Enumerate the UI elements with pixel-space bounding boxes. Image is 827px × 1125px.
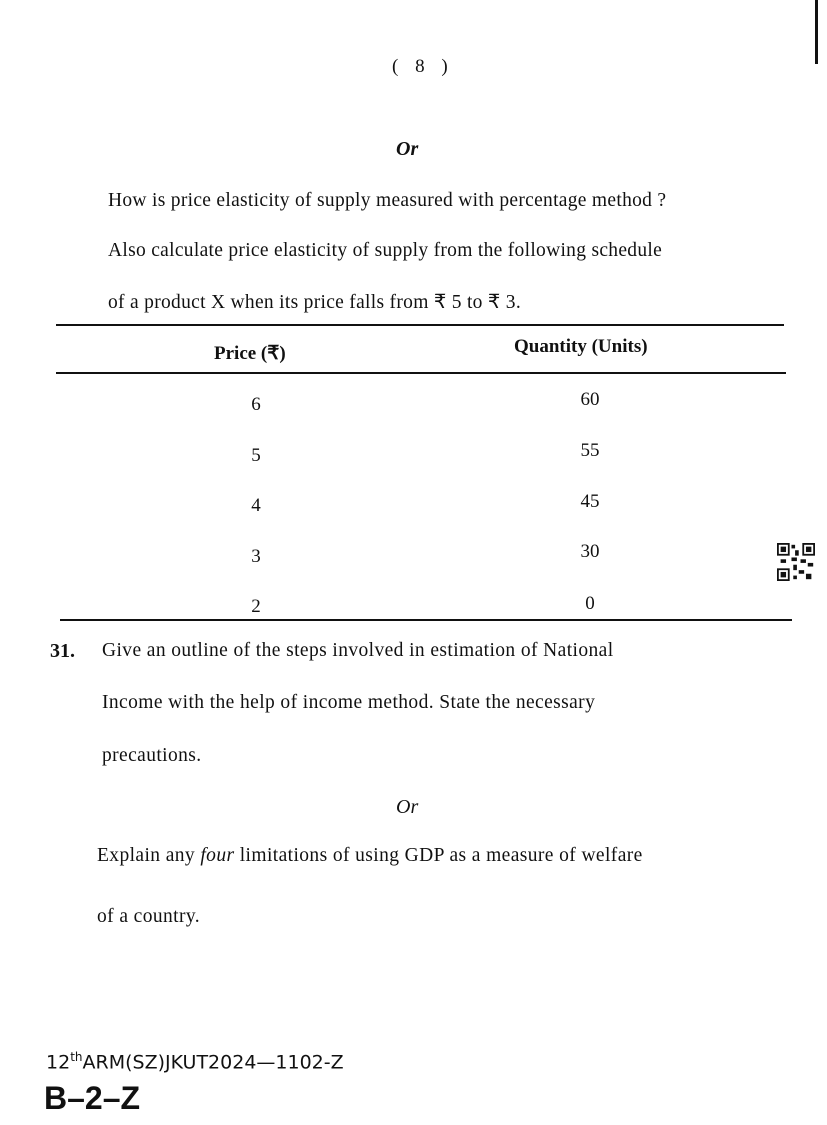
cell-quantity: 0: [585, 593, 595, 614]
table-bottom-rule: [60, 619, 792, 621]
alternative-question-line-1: [97, 845, 643, 867]
alternative-question-line-2: of a country.: [97, 906, 201, 927]
code-sup: th: [70, 1050, 83, 1064]
cell-price: 2: [251, 596, 261, 617]
emphasis-four: four: [200, 845, 235, 866]
question-text-line-2: Income with the help of income method. State the necessary: [102, 692, 596, 713]
question-number: 31.: [50, 640, 75, 662]
question-text-line-1: How is price elasticity of supply measured with percentage method ?: [108, 190, 667, 211]
scan-edge-mark: [815, 0, 818, 64]
cell-quantity: 30: [580, 541, 600, 562]
header-price: Price (₹): [214, 343, 286, 364]
page-number: ( 8 ): [392, 56, 454, 77]
table-header-rule: [56, 372, 786, 374]
qr-code-icon: [777, 543, 815, 581]
question-text-line-3: precautions.: [102, 745, 202, 766]
or-separator: Or: [396, 796, 419, 818]
text-segment: limitations of using GDP as a measure of welfare: [234, 845, 643, 866]
cell-quantity: 45: [580, 491, 600, 512]
header-quantity: Quantity (Units): [514, 336, 648, 357]
cell-price: 3: [251, 546, 261, 567]
text-segment: Explain any: [97, 845, 201, 866]
table-top-rule: [56, 324, 784, 326]
cell-price: 6: [251, 394, 261, 415]
or-separator: Or: [396, 138, 419, 160]
cell-price: 4: [251, 495, 261, 516]
question-text-line-2: Also calculate price elasticity of supply from the following schedule: [108, 240, 663, 261]
question-text-line-3: of a product X when its price falls from ₹ 5 to ₹ 3.: [108, 292, 521, 313]
question-text-line-1: Give an outline of the steps involved in estimation of National: [102, 640, 614, 661]
paper-code: [46, 1050, 344, 1073]
code-prefix: 12: [46, 1051, 71, 1074]
cell-quantity: 55: [580, 440, 600, 461]
code-rest: ARM(SZ)JKUT2024—1102-Z: [82, 1051, 344, 1074]
cell-quantity: 60: [580, 389, 600, 410]
booklet-code: B–2–Z: [44, 1080, 141, 1116]
cell-price: 5: [251, 445, 261, 466]
